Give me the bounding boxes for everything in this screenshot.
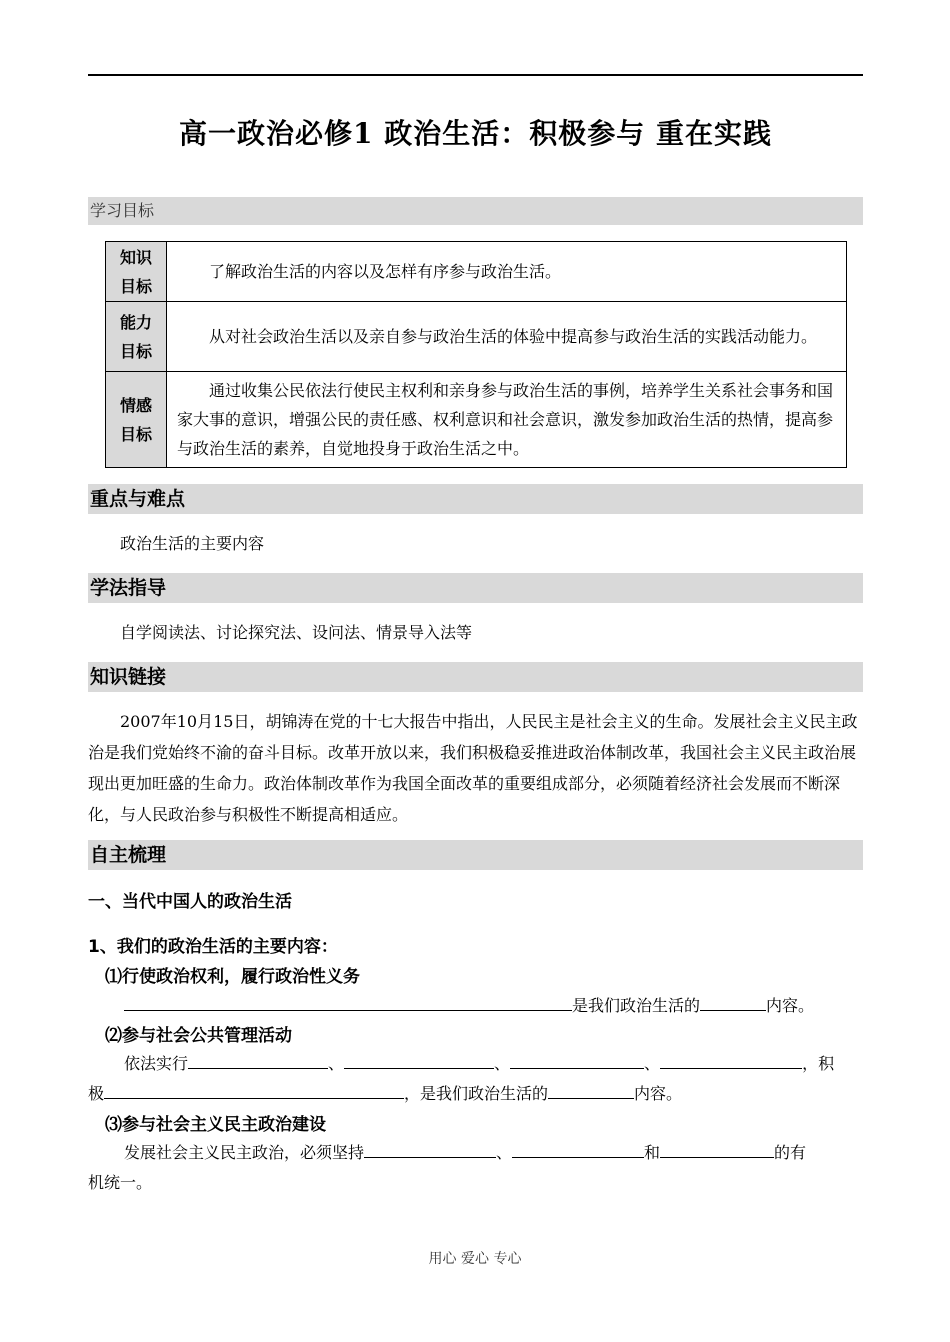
answer-blank[interactable]: [548, 1080, 634, 1099]
review-sub1-heading: ⑴行使政治权利，履行政治性义务: [105, 967, 360, 987]
fill-line-sub2-2: 极 ，是我们政治生活的 内容。: [88, 1078, 863, 1109]
fill-line-sub3-1: 发展社会主义民主政治，必须坚持 、 和 的有: [124, 1137, 863, 1168]
goal-row-emotion: [106, 372, 847, 468]
page-title: 高一政治必修1 政治生活：积极参与 重在实践: [179, 117, 772, 150]
fill-line-sub2-1: 依法实行 、 、 、 ，积: [124, 1048, 863, 1079]
answer-blank[interactable]: [700, 992, 766, 1011]
knowledge-link-text: 2007年10月15日，胡锦涛在党的十七大报告中指出，人民民主是社会主义的生命。发展社会主义民主政治是我们党始终不渝的奋斗目标。改革开放以来，我们积极稳妥推进政治体制改革，我国社会主义民主政治展现出更加旺盛的生命力。政治体制改革作为我国全面改革的重要组成部分，必须随着经济社会发展而不断深化，与人民政治参与积极性不断提高相适应。: [88, 712, 858, 824]
section-key-points: 重点与难点: [88, 484, 863, 514]
answer-blank[interactable]: [124, 992, 572, 1011]
review-sub3-heading: ⑶参与社会主义民主政治建设: [105, 1115, 326, 1135]
answer-blank[interactable]: [510, 1050, 644, 1069]
section-method: 学法指导: [88, 573, 863, 603]
goal-text: 通过收集公民依法行使民主权利和亲身参与政治生活的事例，培养学生关系社会事务和国家大事的意识，增强公民的责任感、权利意识和社会意识，激发参加政治生活的热情，提高参与政治生活的素养，自觉地投身于政治生活之中。: [167, 372, 847, 468]
section-knowledge-link: 知识链接: [88, 662, 863, 692]
answer-blank[interactable]: [188, 1050, 328, 1069]
answer-blank[interactable]: [660, 1050, 802, 1069]
review-part1-heading: 一、当代中国人的政治生活: [88, 892, 292, 912]
review-item1-heading: 1、我们的政治生活的主要内容：: [88, 937, 338, 957]
goal-text: 从对社会政治生活以及亲自参与政治生活的体验中提高参与政治生活的实践活动能力。: [167, 302, 847, 372]
section-self-review: 自主梳理: [88, 840, 863, 870]
goal-label: 情感 目标: [106, 372, 167, 468]
method-text: 自学阅读法、讨论探究法、设问法、情景导入法等: [120, 623, 473, 642]
objectives-table: [105, 241, 847, 468]
section-objectives: 学习目标: [88, 197, 863, 225]
goal-row-ability: [106, 302, 847, 372]
fill-line-sub3-2: 机统一。: [88, 1173, 153, 1192]
key-points-text: 政治生活的主要内容: [120, 534, 265, 553]
answer-blank[interactable]: [660, 1139, 774, 1158]
answer-blank[interactable]: [344, 1050, 494, 1069]
answer-blank[interactable]: [364, 1139, 496, 1158]
answer-blank[interactable]: [512, 1139, 644, 1158]
goal-text: 了解政治生活的内容以及怎样有序参与政治生活。: [167, 242, 847, 302]
goal-label: 能力 目标: [106, 302, 167, 372]
answer-blank[interactable]: [104, 1080, 404, 1099]
page-footer: 用心 爱心 专心: [428, 1251, 522, 1267]
fill-line-sub1: 是我们政治生活的 内容。: [124, 990, 863, 1021]
goal-label: 知识 目标: [106, 242, 167, 302]
goal-row-knowledge: [106, 242, 847, 302]
review-sub2-heading: ⑵参与社会公共管理活动: [105, 1026, 292, 1046]
top-rule: [88, 74, 863, 76]
